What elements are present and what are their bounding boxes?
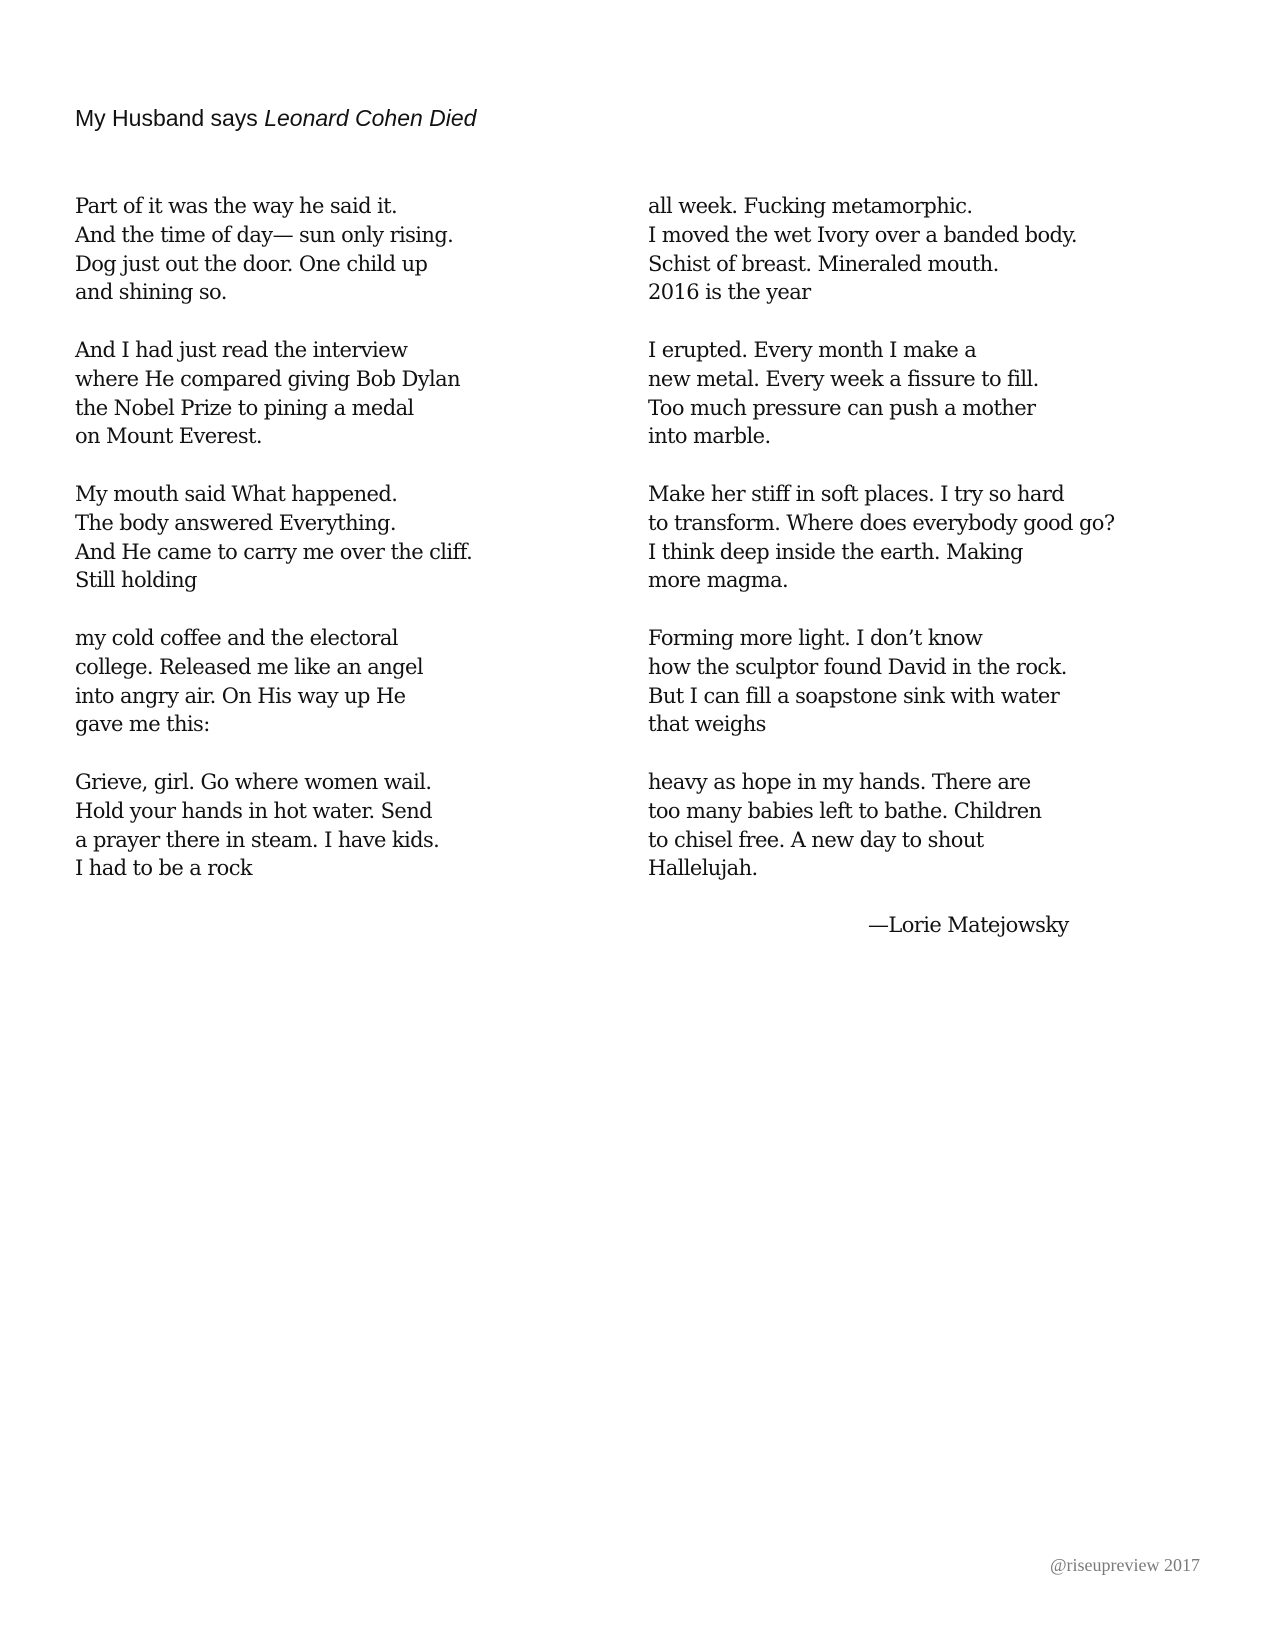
poem-line: I had to be a rock xyxy=(75,856,253,881)
poem-line: Hold your hands in hot water. Send xyxy=(75,798,433,823)
poem-line: Too much pressure can push a mother xyxy=(648,395,1036,420)
poem-line: my cold coffee and the electoral xyxy=(75,625,398,650)
stanza xyxy=(648,336,1208,451)
poem-line: a prayer there in steam. I have kids. xyxy=(75,827,440,852)
poem-line: 2016 is the year xyxy=(648,280,811,305)
stanza xyxy=(75,768,615,883)
poem-line: too many babies left to bathe. Children xyxy=(648,798,1042,823)
poem-line: I moved the wet Ivory over a banded body. xyxy=(648,222,1077,247)
poem-line: where He compared giving Bob Dylan xyxy=(75,366,460,391)
stanza xyxy=(75,624,615,739)
poem-line: But I can fill a soapstone sink with water xyxy=(648,683,1060,708)
poem-line: college. Released me like an angel xyxy=(75,654,423,679)
poem-line: Grieve, girl. Go where women wail. xyxy=(75,769,432,794)
poem-line: heavy as hope in my hands. There are xyxy=(648,769,1031,794)
poem-line: Hallelujah. xyxy=(648,856,758,881)
poem-line: that weighs xyxy=(648,712,766,737)
poem-line: into marble. xyxy=(648,424,771,449)
poem-title-emphasis: Leonard Cohen Died xyxy=(264,105,477,131)
poem-line: Forming more light. I don’t know xyxy=(648,625,983,650)
poem-line: into angry air. On His way up He xyxy=(75,683,406,708)
poem-line: The body answered Everything. xyxy=(75,510,396,535)
poem-line: Dog just out the door. One child up xyxy=(75,251,428,276)
footer-credit: @riseupreview 2017 xyxy=(1049,1555,1200,1575)
stanza xyxy=(648,480,1208,595)
stanza xyxy=(75,336,615,451)
poem-line: the Nobel Prize to pining a medal xyxy=(75,395,414,420)
stanza xyxy=(75,480,615,595)
poem-line: more magma. xyxy=(648,568,789,593)
poem-line: new metal. Every week a fissure to fill. xyxy=(648,366,1039,391)
poem-line: Part of it was the way he said it. xyxy=(75,194,398,218)
stanza xyxy=(75,192,615,307)
poem-line: I erupted. Every month I make a xyxy=(648,337,977,362)
poem-line: to transform. Where does everybody good go? xyxy=(648,510,1115,535)
poem-line: on Mount Everest. xyxy=(75,424,262,449)
poem-line: how the sculptor found David in the rock. xyxy=(648,654,1067,679)
stanza xyxy=(648,192,1208,307)
poem-left-column xyxy=(75,192,615,912)
stanza xyxy=(648,768,1208,883)
poem-line: And He came to carry me over the cliff. xyxy=(75,539,473,564)
poem-title xyxy=(75,104,476,132)
poem-line: Still holding xyxy=(75,568,197,593)
poem-line: all week. Fucking metamorphic. xyxy=(648,194,973,218)
poem-line: And I had just read the interview xyxy=(75,337,408,362)
poem-right-column xyxy=(648,192,1208,912)
poem-line: My mouth said What happened. xyxy=(75,481,398,506)
poem-line: And the time of day— sun only rising. xyxy=(75,222,454,247)
author-signature: —Lorie Matejowsky xyxy=(868,913,1069,937)
poem-line: gave me this: xyxy=(75,712,210,737)
poem-line: and shining so. xyxy=(75,280,227,305)
poem-line: I think deep inside the earth. Making xyxy=(648,539,1023,564)
stanza xyxy=(648,624,1208,739)
poem-line: Make her stiff in soft places. I try so hard xyxy=(648,481,1065,506)
poem-line: to chisel free. A new day to shout xyxy=(648,827,984,852)
poem-line: Schist of breast. Mineraled mouth. xyxy=(648,251,999,276)
poem-title-prefix: My Husband says xyxy=(75,105,258,131)
